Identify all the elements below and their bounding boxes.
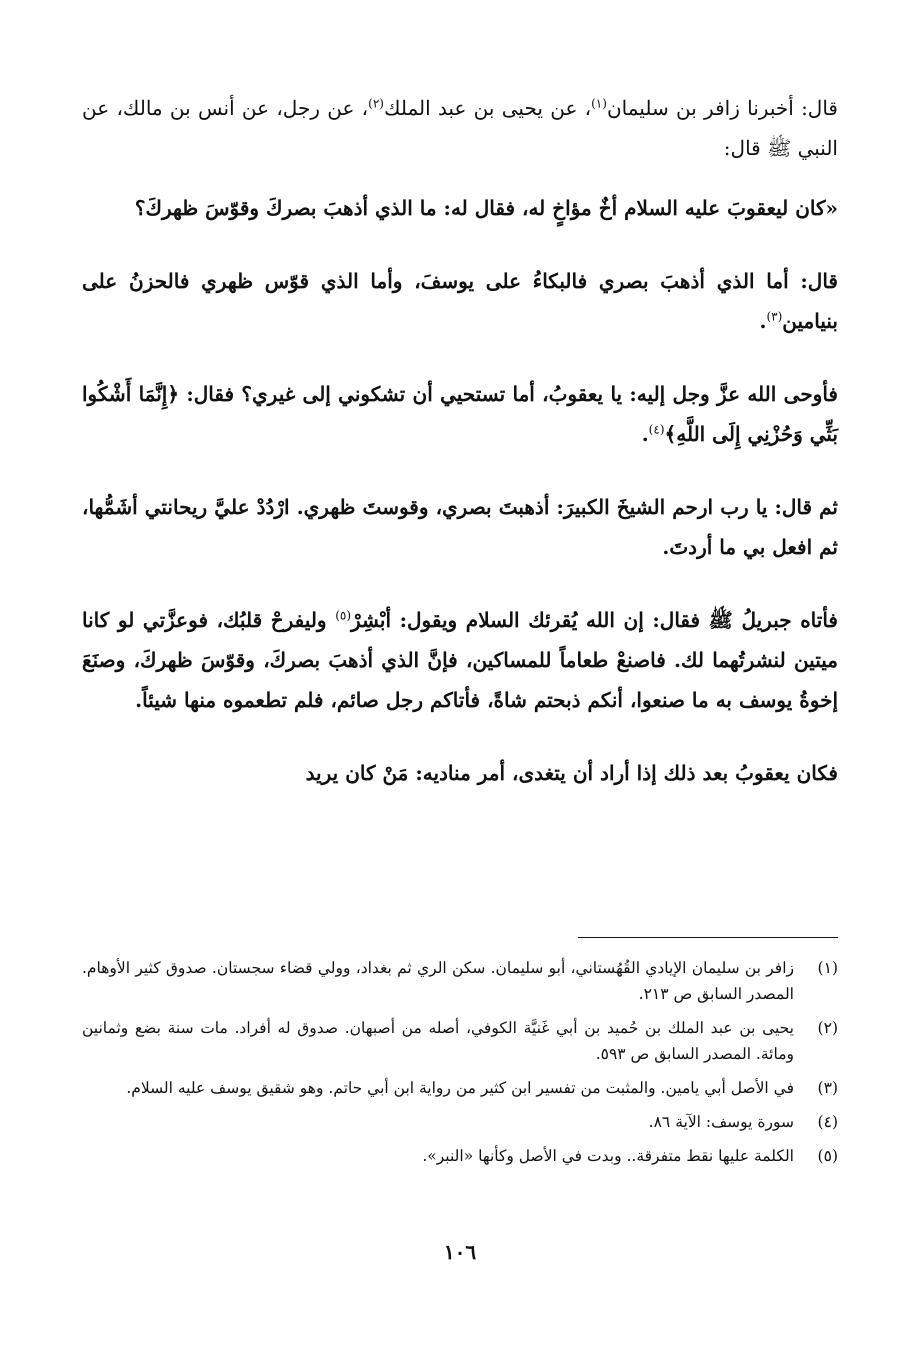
footnote-text: سورة يوسف: الآية ٨٦. [648, 1113, 794, 1131]
footnote-number: (٥) [817, 1147, 838, 1165]
paragraph-3 [82, 374, 838, 454]
footnote-text: زافر بن سليمان الإيادي القُهُستاني، أبو سليمان. سكن الري ثم بغداد، وولي قضاء سجستان. صدوق كثير الأوهام. المصدر السابق ص ٢١٣. [82, 959, 794, 1003]
paragraph-3-end: . [641, 422, 649, 446]
paragraph-1: «كان ليعقوبَ عليه السلام أخٌ مؤاخٍ له، فقال له: ما الذي أذهبَ بصركَ وقوّسَ ظهركَ؟ [134, 196, 838, 220]
main-text [82, 88, 838, 793]
page-number: ١٠٦ [443, 1240, 477, 1264]
footnote-ref-2[interactable]: (٢) [368, 96, 384, 111]
footnote-number: (٤) [817, 1113, 838, 1131]
paragraph-3-text: فأوحى الله عزَّ وجل إليه: يا يعقوبُ، أما تستحيي أن تشكوني إلى غيري؟ فقال: ﴿إِنَّمَا أَشْكُوا بَثِّي وَحُزْنِي إِلَى اللَّهِ﴾ [82, 382, 838, 446]
footnote-text: الكلمة عليها نقط متفرقة.. وبدت في الأصل وكأنها «النبر». [422, 1147, 794, 1165]
footnote-text: يحيى بن عبد الملك بن حُميد بن أبي غَنيَّة الكوفي، أصله من أصبهان. صدوق له أفراد. مات سنة بضع وثمانين ومائة. المصدر السابق ص ٥٩٣. [82, 1019, 794, 1063]
footnote-3 [82, 1075, 838, 1101]
footnote-ref-3[interactable]: (٣) [766, 309, 783, 324]
paragraph-6: فكان يعقوبُ بعد ذلك إذا أراد أن يتغدى، أمر مناديه: مَنْ كان يريد [305, 761, 838, 785]
paragraph-2 [82, 261, 838, 341]
footnote-number: (١) [817, 959, 838, 977]
intro-text-a: قال: أخبرنا زافر بن سليمان [606, 96, 838, 120]
paragraph-5-text-b: وليفرحْ قلبُك، فوعزَّتي لو كانا ميتين لنشرتُهما لك. فاصنعْ طعاماً للمساكين، فإنَّ الذي أذهبَ بصركَ، وقوّسَ ظهركَ، وصنَعَ إخوةُ يوسف به ما صنعوا، أنكم ذبحتم شاةً، فأتاكم رجل صائم، فلم تطعموه منها شيئاً. [82, 608, 838, 712]
paragraph-2-end: . [759, 309, 767, 333]
intro-text-c: ، عن رجل، عن أنس بن مالك، عن النبي ﷺ قال: [82, 96, 838, 160]
paragraph-2-text: قال: أما الذي أذهبَ بصري فالبكاءُ على يوسفَ، وأما الذي قوّس ظهري فالحزنُ على بنيامين [82, 269, 838, 333]
isnad-paragraph [82, 88, 838, 168]
intro-text-b: ، عن يحيى بن عبد الملك [383, 96, 592, 120]
footnote-number: (٣) [817, 1079, 838, 1097]
paragraph-5-text-a: فأتاه جبريلُ ﷺ فقال: إن الله يُقرئك السلام ويقول: أبْشِرْ [351, 608, 838, 632]
footnote-divider [578, 937, 838, 938]
footnote-text: في الأصل أبي يامين. والمثبت من تفسير ابن كثير من رواية ابن أبي حاتم. وهو شقيق يوسف عليه السلام. [126, 1079, 794, 1097]
footnote-1 [82, 955, 838, 1007]
footnote-ref-5[interactable]: (٥) [335, 608, 352, 623]
footnote-ref-1[interactable]: (١) [591, 96, 607, 111]
footnote-ref-4[interactable]: (٤) [648, 422, 665, 437]
footnote-2 [82, 1015, 838, 1067]
footnotes [82, 955, 838, 1177]
paragraph-4: ثم قال: يا رب ارحم الشيخَ الكبيرَ: أذهبتَ بصري، وقوستَ ظهري. ارْدُدْ عليَّ ريحانتي أشَمُّها، ثم افعل بي ما أردتَ. [82, 495, 838, 559]
paragraph-5 [82, 600, 838, 720]
footnote-5 [82, 1143, 838, 1169]
footnote-4 [82, 1109, 838, 1135]
footnote-number: (٢) [817, 1019, 838, 1037]
